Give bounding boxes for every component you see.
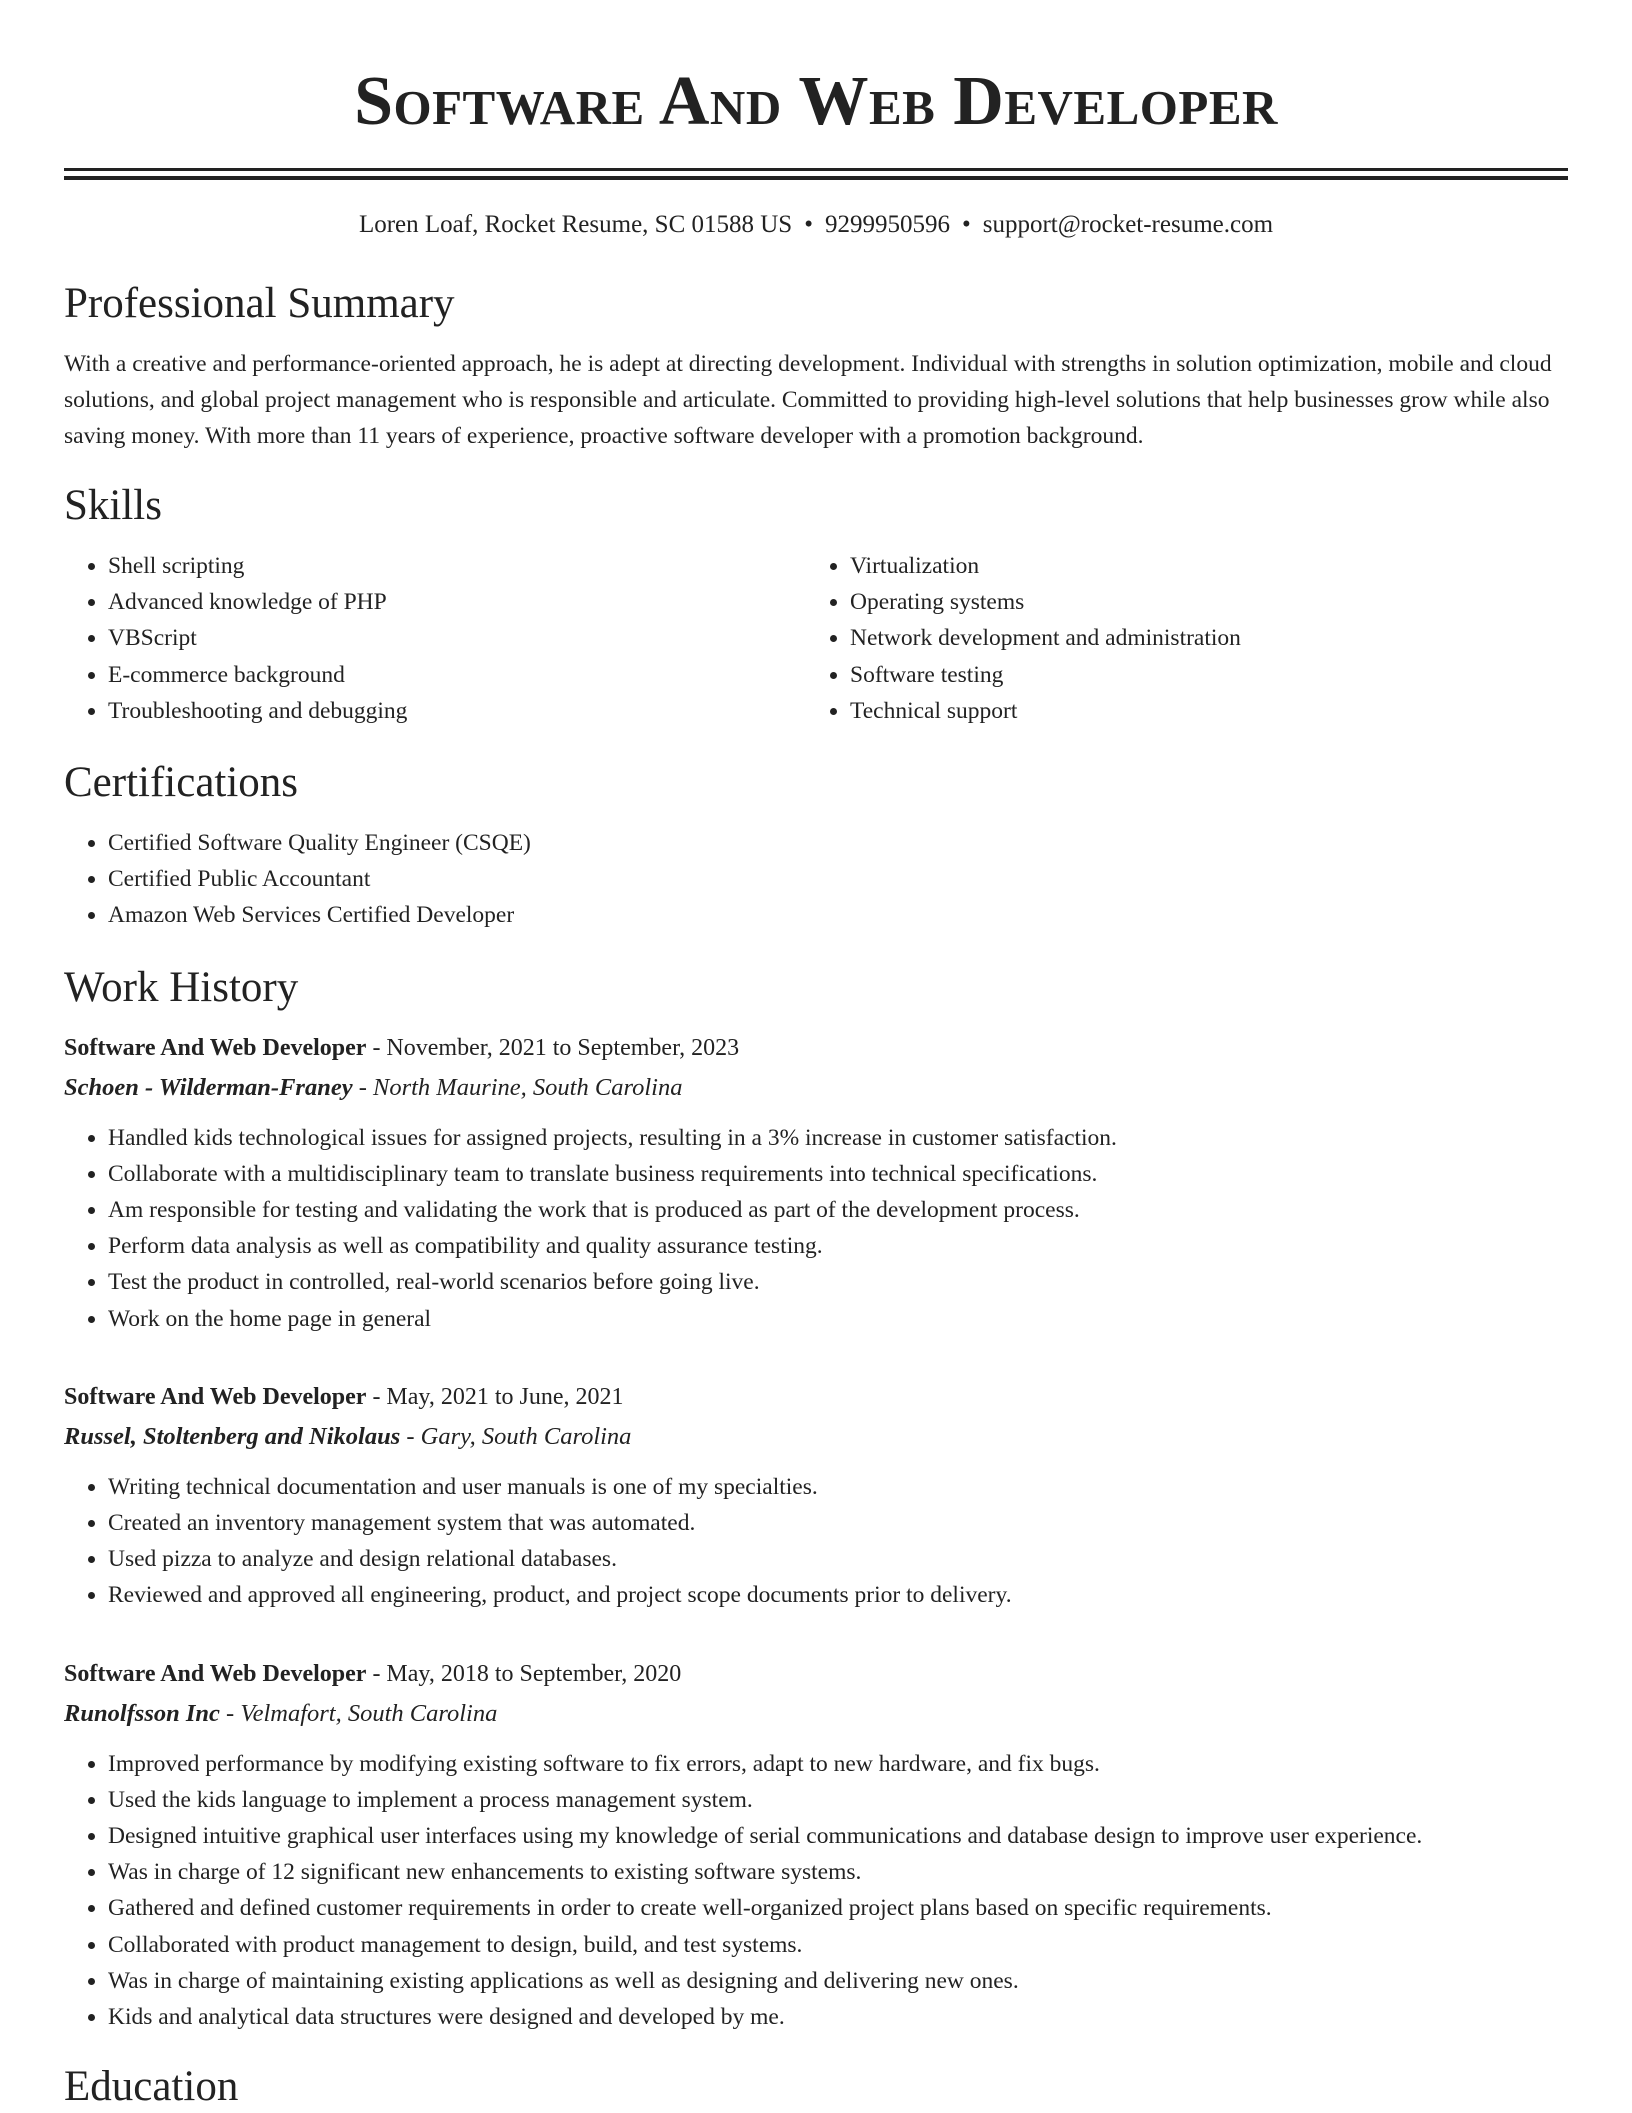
skill-item: • Software testing [850,657,1568,693]
job-bullet: • Designed intuitive graphical user interfaces using my knowledge of serial communications and database design to improve user experience. [108,1818,1568,1854]
job-company-line [64,1068,1568,1108]
job-title-line [64,1028,1568,1068]
skill-item: • VBScript [108,620,806,656]
contact-separator: • [804,211,813,238]
job-title-line [64,1654,1568,1694]
job-bullet: • Improved performance by modifying existing software to fix errors, adapt to new hardware, and fix bugs. [108,1746,1568,1782]
job-bullet: • Work on the home page in general [108,1301,1568,1337]
skill-item: • Network development and administration [850,620,1568,656]
contact-separator: • [961,211,971,238]
job-bullet: • Was in charge of 12 significant new enhancements to existing software systems. [108,1854,1568,1890]
job-title: Software And Web Developer [64,1660,367,1687]
section-heading-education: Education [64,2063,239,2111]
certification-item: • Amazon Web Services Certified Developer [108,897,1568,933]
summary-text: With a creative and performance-oriented approach, he is adept at directing development. Individual with strengths in solution optimization, mobile and cloud solutions, and global project management who is responsible and articulate. Committed to providing high-level solutions that help businesses grow while also saving money. With more than 11 years of experience, proactive software developer with a promotion background. [64,351,1552,449]
job-bullet: • Gathered and defined customer requirements in order to create well-organized project plans based on specific requirements. [108,1890,1568,1926]
title-divider [64,168,1568,180]
skill-item: • Virtualization [850,548,1568,584]
job-bullets [64,1469,1568,1614]
skills-list-right [806,548,1568,729]
job-location: - Gary, South Carolina [400,1422,632,1450]
job-bullet: • Was in charge of maintaining existing applications as well as designing and delivering new ones. [108,1963,1568,1999]
job-company: Russel, Stoltenberg and Nikolaus [64,1422,401,1450]
contact-address: Loren Loaf, Rocket Resume, SC 01588 US [358,211,793,238]
job-title: Software And Web Developer [64,1034,367,1061]
contact-line [64,208,1568,242]
skill-item: • Operating systems [850,584,1568,620]
job-bullet: • Collaborated with product management to design, build, and test systems. [108,1927,1568,1963]
skill-item: • Troubleshooting and debugging [108,693,806,729]
job-bullet: • Reviewed and approved all engineering, product, and project scope documents prior to delivery. [108,1577,1568,1613]
job-dates: - May, 2021 to June, 2021 [366,1383,624,1410]
job-entry [64,1377,1568,1614]
job-dates: - May, 2018 to September, 2020 [366,1660,682,1687]
skill-item: • Advanced knowledge of PHP [108,584,806,620]
job-bullets [64,1120,1568,1337]
job-bullet: • Created an inventory management system that was automated. [108,1505,1568,1541]
job-bullet: • Kids and analytical data structures were designed and developed by me. [108,1999,1568,2035]
job-bullet: • Used the kids language to implement a process management system. [108,1782,1568,1818]
certifications-list [64,825,1568,934]
job-dates: - November, 2021 to September, 2023 [366,1034,740,1061]
job-company-line [64,1694,1568,1734]
skill-item: • Shell scripting [108,548,806,584]
job-entry [64,1028,1568,1337]
job-bullet: • Perform data analysis as well as compatibility and quality assurance testing. [108,1228,1568,1264]
job-bullet: • Am responsible for testing and validating the work that is produced as part of the development process. [108,1192,1568,1228]
job-bullet: • Used pizza to analyze and design relational databases. [108,1541,1568,1577]
job-company: Schoen - Wilderman-Franey [64,1073,353,1101]
job-bullet: • Collaborate with a multidisciplinary team to translate business requirements into technical specifications. [108,1156,1568,1192]
skill-item: • E-commerce background [108,657,806,693]
job-bullet: • Writing technical documentation and user manuals is one of my specialties. [108,1469,1568,1505]
skills-list-left [64,548,806,729]
section-heading-summary: Professional Summary [64,280,455,327]
job-entry [64,1654,1568,2036]
section-heading-skills: Skills [64,482,162,529]
job-location: - Velmafort, South Carolina [219,1699,498,1727]
contact-email: support@rocket-resume.com [982,211,1274,238]
certification-item: • Certified Software Quality Engineer (CSQE) [108,825,1568,861]
resume-page [64,0,1568,2113]
job-bullet: • Handled kids technological issues for assigned projects, resulting in a 3% increase in customer satisfaction. [108,1120,1568,1156]
skill-item: • Technical support [850,693,1568,729]
job-company-line [64,1417,1568,1457]
job-company: Runolfsson Inc [64,1699,220,1727]
job-location: - North Maurine, South Carolina [352,1073,683,1101]
job-bullet: • Test the product in controlled, real-world scenarios before going live. [108,1264,1568,1300]
job-bullets [64,1746,1568,2036]
job-title-line [64,1377,1568,1417]
section-heading-work-history: Work History [64,963,299,1011]
section-heading-certifications: Certifications [64,759,299,807]
certification-item: • Certified Public Accountant [108,861,1568,897]
contact-phone: 9299950596 [824,211,950,238]
resume-title: Software And Web Developer [354,63,1278,140]
skills-grid [64,548,1568,729]
job-title: Software And Web Developer [64,1383,367,1410]
